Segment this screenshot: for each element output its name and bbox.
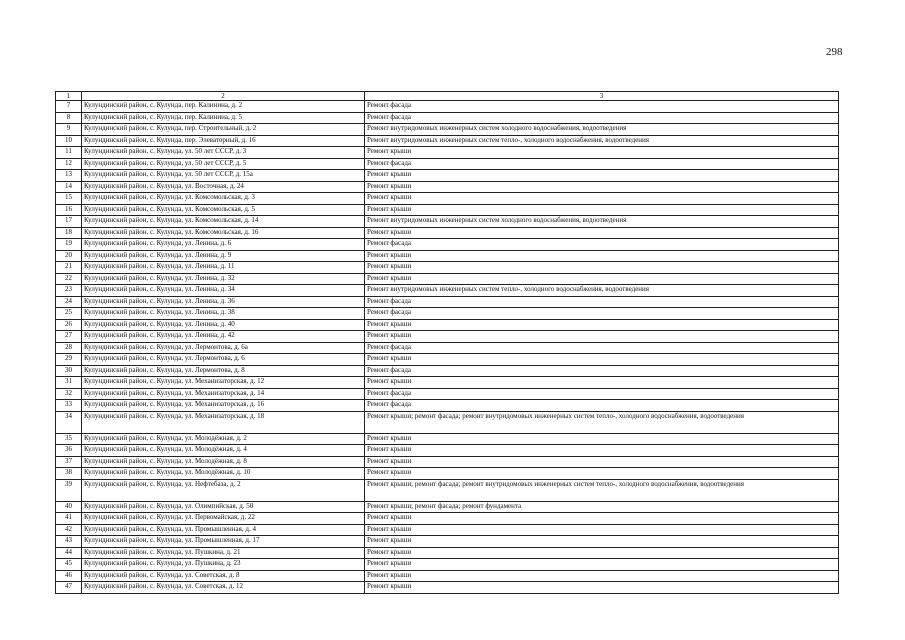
row-number-cell: 47 (56, 582, 82, 594)
row-number-cell: 12 (56, 158, 82, 170)
work-type-cell: Ремонт крыши (365, 193, 839, 205)
row-number-cell: 11 (56, 147, 82, 159)
table-row (56, 433, 839, 445)
address-cell: Кулундинский район, с. Кулунда, ул. 50 лет СССР, д. 5 (82, 158, 365, 170)
work-type-cell: Ремонт крыши; ремонт фасада; ремонт внутридомовых инженерных систем тепло-, холодного водоснабжения, водоотведения (365, 411, 839, 433)
work-type-cell: Ремонт крыши (365, 468, 839, 480)
header-cell-address: 2 (82, 92, 365, 101)
work-type-cell: Ремонт крыши (365, 227, 839, 239)
table-header-row (56, 92, 839, 101)
table-row (56, 468, 839, 480)
address-cell: Кулундинский район, с. Кулунда, ул. Ленина, д. 42 (82, 331, 365, 343)
row-number-cell: 27 (56, 331, 82, 343)
row-number-cell: 38 (56, 468, 82, 480)
address-cell: Кулундинский район, с. Кулунда, ул. 50 лет СССР, д. 3 (82, 147, 365, 159)
table-row (56, 193, 839, 205)
address-cell: Кулундинский район, с. Кулунда, ул. Пушкина, д. 23 (82, 559, 365, 571)
address-cell: Кулундинский район, с. Кулунда, ул. Первомайская, д. 22 (82, 513, 365, 525)
row-number-cell: 31 (56, 377, 82, 389)
address-cell: Кулундинский район, с. Кулунда, ул. Ленина, д. 36 (82, 296, 365, 308)
row-number-cell: 42 (56, 524, 82, 536)
work-type-cell: Ремонт фасада (365, 112, 839, 124)
work-type-cell: Ремонт крыши (365, 445, 839, 457)
repair-table (55, 91, 839, 594)
table-row (56, 101, 839, 113)
row-number-cell: 13 (56, 170, 82, 182)
row-number-cell: 18 (56, 227, 82, 239)
work-type-cell: Ремонт внутридомовых инженерных систем тепло-, холодного водоснабжения, водоотведения (365, 285, 839, 297)
address-cell: Кулундинский район, с. Кулунда, ул. Молодёжная, д. 10 (82, 468, 365, 480)
page-number: 298 (826, 46, 843, 58)
row-number-cell: 16 (56, 204, 82, 216)
table-row (56, 158, 839, 170)
table-row (56, 377, 839, 389)
address-cell: Кулундинский район, с. Кулунда, ул. Механизаторская, д. 18 (82, 411, 365, 433)
work-type-cell: Ремонт крыши (365, 513, 839, 525)
table-row (56, 547, 839, 559)
table-row (56, 501, 839, 513)
table-row (56, 181, 839, 193)
header-cell-number: 1 (56, 92, 82, 101)
table-row (56, 400, 839, 412)
work-type-cell: Ремонт крыши (365, 536, 839, 548)
table-row (56, 170, 839, 182)
address-cell: Кулундинский район, с. Кулунда, ул. Молодёжная, д. 8 (82, 456, 365, 468)
work-type-cell: Ремонт крыши (365, 319, 839, 331)
work-type-cell: Ремонт фасада (365, 365, 839, 377)
address-cell: Кулундинский район, с. Кулунда, ул. Комсомольская, д. 14 (82, 216, 365, 228)
table-row (56, 285, 839, 297)
row-number-cell: 34 (56, 411, 82, 433)
table-row (56, 411, 839, 433)
table-row (56, 239, 839, 251)
row-number-cell: 25 (56, 308, 82, 320)
row-number-cell: 46 (56, 570, 82, 582)
table-row (56, 354, 839, 366)
table-row (56, 524, 839, 536)
table-row (56, 365, 839, 377)
row-number-cell: 35 (56, 433, 82, 445)
table-row (56, 135, 839, 147)
table-row (56, 112, 839, 124)
row-number-cell: 10 (56, 135, 82, 147)
address-cell: Кулундинский район, с. Кулунда, ул. Нефтебаза, д. 2 (82, 479, 365, 501)
table-row (56, 342, 839, 354)
work-type-cell: Ремонт фасада (365, 388, 839, 400)
address-cell: Кулундинский район, с. Кулунда, ул. Комсомольская, д. 16 (82, 227, 365, 239)
header-cell-work: 3 (365, 92, 839, 101)
address-cell: Кулундинский район, с. Кулунда, ул. Молодёжная, д. 4 (82, 445, 365, 457)
work-type-cell: Ремонт крыши (365, 547, 839, 559)
table-row (56, 445, 839, 457)
work-type-cell: Ремонт фасада (365, 308, 839, 320)
table-row (56, 319, 839, 331)
row-number-cell: 14 (56, 181, 82, 193)
row-number-cell: 32 (56, 388, 82, 400)
work-type-cell: Ремонт крыши (365, 354, 839, 366)
address-cell: Кулундинский район, с. Кулунда, ул. Ленина, д. 38 (82, 308, 365, 320)
row-number-cell: 22 (56, 273, 82, 285)
address-cell: Кулундинский район, с. Кулунда, ул. Промышленная, д. 4 (82, 524, 365, 536)
row-number-cell: 20 (56, 250, 82, 262)
row-number-cell: 15 (56, 193, 82, 205)
table-row (56, 456, 839, 468)
address-cell: Кулундинский район, с. Кулунда, ул. Восточная, д. 24 (82, 181, 365, 193)
address-cell: Кулундинский район, с. Кулунда, ул. Лермонтова, д. 8 (82, 365, 365, 377)
address-cell: Кулундинский район, с. Кулунда, ул. Комсомольская, д. 5 (82, 204, 365, 216)
row-number-cell: 41 (56, 513, 82, 525)
work-type-cell: Ремонт фасада (365, 239, 839, 251)
address-cell: Кулундинский район, с. Кулунда, ул. Лермонтова, д. 6 (82, 354, 365, 366)
table-row (56, 582, 839, 594)
row-number-cell: 44 (56, 547, 82, 559)
address-cell: Кулундинский район, с. Кулунда, ул. Пушкина, д. 21 (82, 547, 365, 559)
work-type-cell: Ремонт фасада (365, 158, 839, 170)
address-cell: Кулундинский район, с. Кулунда, ул. Олимпийская, д. 50 (82, 501, 365, 513)
work-type-cell: Ремонт фасада (365, 296, 839, 308)
table-row (56, 296, 839, 308)
row-number-cell: 28 (56, 342, 82, 354)
row-number-cell: 26 (56, 319, 82, 331)
work-type-cell: Ремонт крыши (365, 262, 839, 274)
work-type-cell: Ремонт крыши (365, 250, 839, 262)
row-number-cell: 43 (56, 536, 82, 548)
address-cell: Кулундинский район, с. Кулунда, ул. Механизаторская, д. 16 (82, 400, 365, 412)
work-type-cell: Ремонт крыши (365, 582, 839, 594)
address-cell: Кулундинский район, с. Кулунда, ул. Ленина, д. 11 (82, 262, 365, 274)
address-cell: Кулундинский район, с. Кулунда, пер. Калинина, д. 2 (82, 101, 365, 113)
address-cell: Кулундинский район, с. Кулунда, ул. Промышленная, д. 17 (82, 536, 365, 548)
address-cell: Кулундинский район, с. Кулунда, ул. Ленина, д. 40 (82, 319, 365, 331)
work-type-cell: Ремонт фасада (365, 400, 839, 412)
row-number-cell: 40 (56, 501, 82, 513)
work-type-cell: Ремонт крыши (365, 433, 839, 445)
work-type-cell: Ремонт крыши (365, 456, 839, 468)
work-type-cell: Ремонт крыши; ремонт фасада; ремонт фундамента (365, 501, 839, 513)
table-row (56, 513, 839, 525)
table-row (56, 331, 839, 343)
table-row (56, 227, 839, 239)
address-cell: Кулундинский район, с. Кулунда, ул. Молодёжная, д. 2 (82, 433, 365, 445)
work-type-cell: Ремонт внутридомовых инженерных систем тепло-, холодного водоснабжения, водоотведения (365, 135, 839, 147)
address-cell: Кулундинский район, с. Кулунда, ул. Ленина, д. 9 (82, 250, 365, 262)
table-row (56, 479, 839, 501)
work-type-cell: Ремонт крыши (365, 377, 839, 389)
address-cell: Кулундинский район, с. Кулунда, пер. Калинина, д. 5 (82, 112, 365, 124)
work-type-cell: Ремонт фасада (365, 342, 839, 354)
work-type-cell: Ремонт крыши (365, 204, 839, 216)
work-type-cell: Ремонт крыши (365, 331, 839, 343)
work-type-cell: Ремонт внутридомовых инженерных систем холодного водоснабжения, водоотведения (365, 124, 839, 136)
address-cell: Кулундинский район, с. Кулунда, ул. Ленина, д. 6 (82, 239, 365, 251)
table-body (56, 92, 839, 594)
address-cell: Кулундинский район, с. Кулунда, ул. Советская, д. 12 (82, 582, 365, 594)
table-row (56, 250, 839, 262)
row-number-cell: 30 (56, 365, 82, 377)
work-type-cell: Ремонт крыши (365, 147, 839, 159)
table-row (56, 204, 839, 216)
row-number-cell: 36 (56, 445, 82, 457)
table-row (56, 147, 839, 159)
table-row (56, 388, 839, 400)
row-number-cell: 19 (56, 239, 82, 251)
address-cell: Кулундинский район, с. Кулунда, ул. Комсомольская, д. 3 (82, 193, 365, 205)
address-cell: Кулундинский район, с. Кулунда, ул. Ленина, д. 32 (82, 273, 365, 285)
table-row (56, 308, 839, 320)
table-row (56, 559, 839, 571)
row-number-cell: 9 (56, 124, 82, 136)
work-type-cell: Ремонт крыши (365, 170, 839, 182)
address-cell: Кулундинский район, с. Кулунда, ул. 50 лет СССР, д. 15а (82, 170, 365, 182)
address-cell: Кулундинский район, с. Кулунда, ул. Советская, д. 8 (82, 570, 365, 582)
work-type-cell: Ремонт крыши (365, 559, 839, 571)
table-row (56, 262, 839, 274)
work-type-cell: Ремонт внутридомовых инженерных систем холодного водоснабжения, водоотведения (365, 216, 839, 228)
row-number-cell: 37 (56, 456, 82, 468)
row-number-cell: 24 (56, 296, 82, 308)
work-type-cell: Ремонт крыши (365, 570, 839, 582)
work-type-cell: Ремонт фасада (365, 101, 839, 113)
table-row (56, 216, 839, 228)
address-cell: Кулундинский район, с. Кулунда, пер. Строительный, д. 2 (82, 124, 365, 136)
row-number-cell: 33 (56, 400, 82, 412)
address-cell: Кулундинский район, с. Кулунда, ул. Механизаторская, д. 12 (82, 377, 365, 389)
table-row (56, 124, 839, 136)
row-number-cell: 7 (56, 101, 82, 113)
work-type-cell: Ремонт крыши; ремонт фасада; ремонт внутридомовых инженерных систем тепло-, холодного водоснабжения, водоотведения (365, 479, 839, 501)
row-number-cell: 23 (56, 285, 82, 297)
work-type-cell: Ремонт крыши (365, 273, 839, 285)
row-number-cell: 45 (56, 559, 82, 571)
work-type-cell: Ремонт крыши (365, 524, 839, 536)
row-number-cell: 17 (56, 216, 82, 228)
row-number-cell: 39 (56, 479, 82, 501)
address-cell: Кулундинский район, с. Кулунда, пер. Элеваторный, д. 16 (82, 135, 365, 147)
address-cell: Кулундинский район, с. Кулунда, ул. Лермонтова, д. 6а (82, 342, 365, 354)
row-number-cell: 8 (56, 112, 82, 124)
row-number-cell: 21 (56, 262, 82, 274)
table-row (56, 536, 839, 548)
row-number-cell: 29 (56, 354, 82, 366)
address-cell: Кулундинский район, с. Кулунда, ул. Механизаторская, д. 14 (82, 388, 365, 400)
address-cell: Кулундинский район, с. Кулунда, ул. Ленина, д. 34 (82, 285, 365, 297)
table-row (56, 570, 839, 582)
table-row (56, 273, 839, 285)
work-type-cell: Ремонт крыши (365, 181, 839, 193)
